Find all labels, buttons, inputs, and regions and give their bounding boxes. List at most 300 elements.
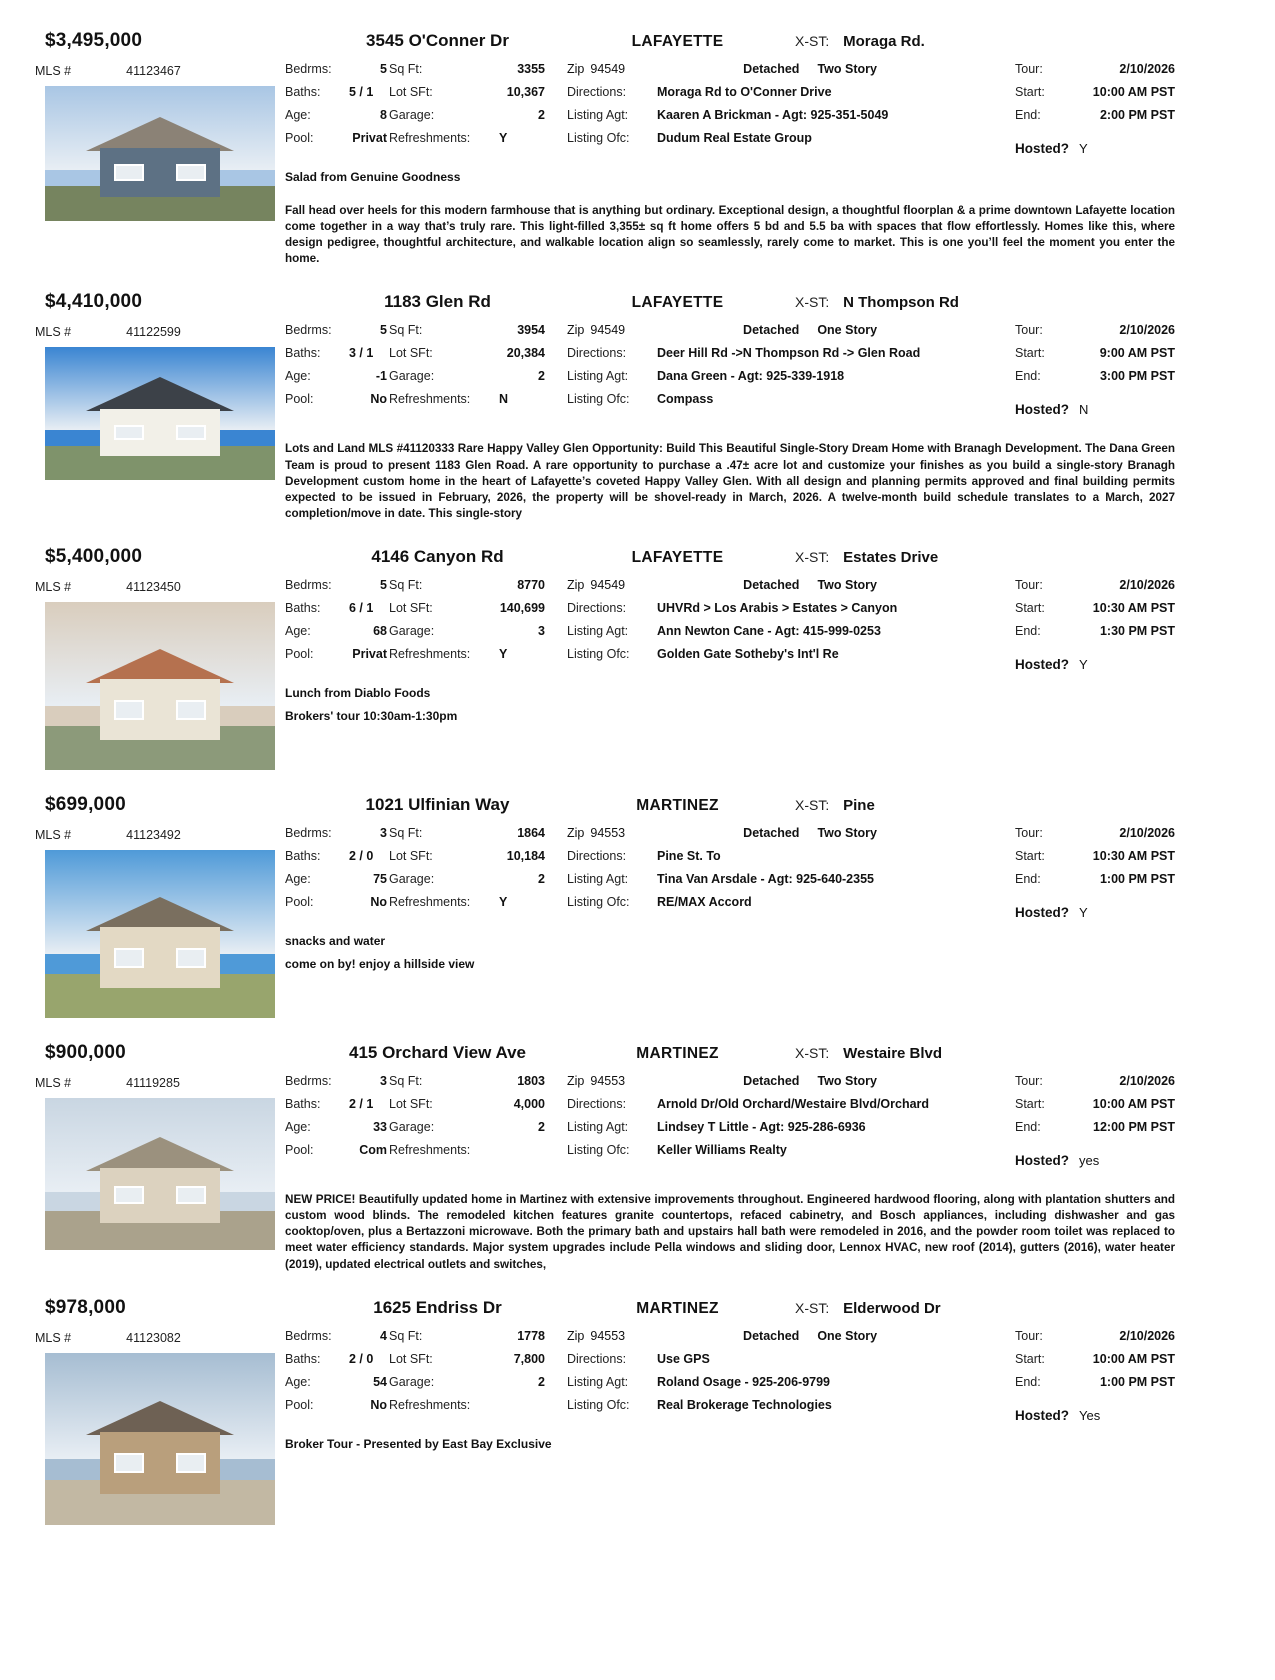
listing-header [35,794,1175,816]
end-label: End: [1015,108,1041,122]
end-value: 12:00 PM PST [1093,1120,1175,1135]
listing-card [35,794,1175,1018]
hosted-label: Hosted? [1015,1407,1069,1423]
listing-office-label: Listing Ofc: [567,647,630,662]
sqft-label: Sq Ft: [389,578,423,593]
listing-body [35,323,1175,522]
property-type [625,578,995,592]
zip-type-row [567,1074,995,1088]
listing-office-label: Listing Ofc: [567,1143,630,1158]
refreshments-value: N [499,392,509,407]
refreshments-label: Refreshments: [389,1397,471,1412]
garage-label: Garage: [389,1374,435,1389]
property-type-detached: Detached [743,323,800,338]
zip-type-row [567,826,995,840]
property-type-detached: Detached [743,1074,800,1089]
listing-card [35,1042,1175,1273]
start-value: 9:00 AM PST [1099,346,1175,361]
start-value: 10:00 AM PST [1092,85,1175,99]
mls-row [35,580,285,594]
property-type-detached: Detached [743,578,800,593]
photo-window [176,700,206,720]
end-value: 1:30 PM PST [1099,624,1175,639]
tour-date-value: 2/10/2026 [1119,578,1175,593]
info-column [567,323,995,417]
listing-address: 4146 Canyon Rd [371,547,504,567]
start-label: Start: [1015,346,1045,361]
listing-agent-label: Listing Agt: [567,624,629,639]
hosted-row [1015,905,1175,920]
listing-agent-label: Listing Agt: [567,1374,629,1389]
directions-label: Directions: [567,1097,627,1112]
sqft-value: 1864 [517,826,545,841]
listing-header [35,1297,1175,1319]
info-column [567,62,995,156]
listing-right-column [285,1074,1175,1273]
listing-right-column [285,323,1175,522]
listing-office-label: Listing Ofc: [567,1397,630,1412]
age-value: 8 [380,108,387,122]
listing-agent-value: Kaaren A Brickman - Agt: 925-351-5049 [657,108,889,122]
cross-street-label: X-ST: [795,1299,830,1316]
stats-grid [285,826,547,920]
info-column [567,826,995,920]
age-value: 68 [373,624,387,639]
zip-type-row [567,578,995,592]
listing-left-column [35,62,285,267]
listing-price: $3,495,000 [45,30,143,51]
listing-office-row [567,392,995,406]
tour-date-value: 2/10/2026 [1119,323,1175,338]
listing-office-row [567,131,995,145]
cross-street-value: Elderwood Dr [843,1299,941,1317]
note-line-1: Salad from Genuine Goodness [285,170,461,184]
listing-price: $900,000 [45,1042,126,1064]
hosted-value: Y [1079,141,1088,156]
hosted-row [1015,141,1175,156]
refreshments-value [497,1398,547,1412]
property-type-stories: Two Story [817,578,877,593]
mls-row [35,828,285,842]
start-value: 10:30 AM PST [1092,601,1175,616]
zip-label: Zip [567,1328,585,1343]
tour-start-row [1015,849,1175,863]
directions-label: Directions: [567,849,627,864]
bedrooms-label: Bedrms: [285,578,332,593]
start-label: Start: [1015,85,1045,99]
zip-label: Zip [567,62,585,76]
listing-agent-label: Listing Agt: [567,369,629,384]
cross-street-value: Pine [843,797,875,815]
zip-value: 94553 [590,1328,626,1343]
mls-row [35,325,285,339]
mls-row [35,64,285,78]
bedrooms-value: 5 [380,323,387,338]
property-type-detached: Detached [743,826,800,841]
end-value: 1:00 PM PST [1099,872,1175,887]
cross-street [765,294,1175,311]
pool-label: Pool: [285,1143,314,1158]
lot-sqft-value: 4,000 [513,1097,545,1112]
cross-street-label: X-ST: [795,294,830,311]
cross-street-label: X-ST: [795,549,830,566]
sqft-label: Sq Ft: [389,826,423,841]
age-value: 75 [373,872,387,887]
tour-date-row [1015,578,1175,592]
listing-office-label: Listing Ofc: [567,895,630,910]
listing-city: LAFAYETTE [631,549,724,567]
listing-agent-row [567,1120,995,1134]
bedrooms-value: 3 [380,1074,387,1089]
tour-column [1015,578,1175,672]
listing-agent-label: Listing Agt: [567,872,629,887]
note-line-1: snacks and water [285,934,386,949]
listing-card [35,546,1175,770]
hosted-value: Yes [1079,1407,1101,1423]
baths-value: 2 / 0 [349,849,374,864]
baths-value: 2 / 0 [349,1351,374,1366]
property-photo [45,1353,275,1525]
mls-label: MLS # [35,325,72,340]
sqft-label: Sq Ft: [389,1328,423,1343]
sqft-value: 1803 [517,1074,545,1089]
lot-sqft-label: Lot SFt: [389,346,433,361]
stats-grid [285,578,547,672]
listing-office-row [567,895,995,909]
directions-value: Use GPS [657,1351,710,1366]
listing-left-column [35,1329,285,1525]
directions-label: Directions: [567,85,627,99]
cross-street-label: X-ST: [795,33,830,49]
property-type [625,323,995,337]
tour-date-row [1015,826,1175,840]
garage-label: Garage: [389,872,435,887]
note-line-2: come on by! enjoy a hillside view [285,956,475,971]
listing-address: 415 Orchard View Ave [348,1043,527,1063]
age-label: Age: [285,369,311,384]
garage-value: 2 [538,1120,545,1135]
bedrooms-value: 3 [380,826,387,841]
listing-city: LAFAYETTE [631,33,724,50]
listing-description: Lots and Land MLS #41120333 Rare Happy Valley Glen Opportunity: Build This Beautiful Single-Story Dream Home with Branagh Development. The Dana Green Team is proud to present 1183 Glen Road. A rare opportunity to purchase a .47± acre lot and customize your finishes as you build a single-story Branagh Development custom home in the heart of Lafayette’s coveted Happy Valley Glen. With all design and planning permits approved and final building permits expected to be issued in February, 2026, the property will be shovel-ready in March, 2026. A twelve-month build schedule translates to a March, 2027 completion/move in date. This single-story [285,442,1175,520]
hosted-value: yes [1079,1153,1100,1169]
sqft-label: Sq Ft: [389,323,423,338]
pool-label: Pool: [285,647,314,662]
pool-value: No [370,392,387,407]
cross-street [765,1045,1175,1062]
tour-label: Tour: [1015,578,1043,593]
bedrooms-value: 5 [380,578,387,593]
sqft-label: Sq Ft: [389,62,423,76]
lot-sqft-label: Lot SFt: [389,85,433,99]
end-label: End: [1015,369,1041,384]
listing-agent-row [567,624,995,638]
start-label: Start: [1015,601,1045,616]
listing-agent-label: Listing Agt: [567,108,629,122]
lot-sqft-value: 10,184 [506,849,545,864]
tour-start-row [1015,346,1175,360]
pool-label: Pool: [285,392,314,407]
directions-value: Deer Hill Rd ->N Thompson Rd -> Glen Road [657,346,921,361]
end-value: 2:00 PM PST [1099,108,1175,122]
bedrooms-label: Bedrms: [285,1328,332,1343]
mls-number: 41123082 [126,1330,181,1345]
directions-value: Arnold Dr/Old Orchard/Westaire Blvd/Orchard [657,1097,930,1112]
property-type-stories: Two Story [817,1074,877,1089]
directions-row [567,346,995,360]
mls-label: MLS # [35,580,72,595]
mls-number: 41122599 [126,325,181,340]
start-value: 10:00 AM PST [1092,1097,1175,1112]
photo-window [176,1186,206,1204]
end-label: End: [1015,1374,1041,1389]
start-label: Start: [1015,849,1045,864]
refreshments-label: Refreshments: [389,647,471,662]
photo-window [114,948,144,968]
photo-window [176,1453,206,1474]
sqft-label: Sq Ft: [389,1074,423,1089]
age-label: Age: [285,108,311,122]
directions-row [567,1097,995,1111]
listing-price: $4,410,000 [45,291,143,313]
pool-value: Privat [352,131,387,145]
baths-label: Baths: [285,849,321,864]
bedrooms-value: 4 [380,1328,387,1343]
start-value: 10:30 AM PST [1092,849,1175,864]
end-label: End: [1015,872,1041,887]
listing-left-column [35,1074,285,1273]
cross-street [765,549,1175,566]
end-label: End: [1015,1120,1041,1135]
mls-label: MLS # [35,1330,72,1345]
listing-body [35,1329,1175,1525]
listing-right-column [285,826,1175,1018]
listing-office-row [567,1143,995,1157]
photo-window [114,1186,144,1204]
hosted-label: Hosted? [1015,1153,1069,1169]
hosted-row [1015,402,1175,417]
listing-right-column [285,1329,1175,1525]
listing-body [35,578,1175,770]
listing-agent-value: Ann Newton Cane - Agt: 415-999-0253 [657,624,881,639]
listing-card [35,30,1175,267]
tour-end-row [1015,369,1175,383]
listing-card [35,1297,1175,1525]
tour-label: Tour: [1015,1328,1043,1343]
zip-type-row [567,62,995,76]
lot-sqft-label: Lot SFt: [389,601,433,616]
photo-window [114,1453,144,1474]
tour-start-row [1015,1097,1175,1111]
zip-label: Zip [567,323,585,338]
property-photo [45,850,275,1018]
listing-agent-label: Listing Agt: [567,1120,629,1135]
hosted-row [1015,1408,1175,1423]
listing-agent-value: Tina Van Arsdale - Agt: 925-640-2355 [657,872,874,887]
cross-street [765,797,1175,814]
bedrooms-label: Bedrms: [285,323,332,338]
refreshments-label: Refreshments: [389,131,471,145]
baths-label: Baths: [285,601,321,616]
tour-start-row [1015,85,1175,99]
refreshments-label: Refreshments: [389,895,471,910]
listing-agent-value: Dana Green - Agt: 925-339-1918 [657,369,845,384]
tour-date-value: 2/10/2026 [1119,826,1175,841]
hosted-label: Hosted? [1015,657,1069,673]
listing-header [35,291,1175,313]
property-photo [45,86,275,221]
info-column [567,578,995,672]
zip-type-row [567,323,995,337]
cross-street-value: Moraga Rd. [843,33,925,50]
age-value: 54 [373,1374,387,1389]
lot-sqft-value: 140,699 [499,601,545,616]
listing-office-value: Compass [657,392,714,407]
property-photo [45,1098,275,1250]
sqft-value: 1778 [517,1328,545,1343]
tour-start-row [1015,601,1175,615]
stats-grid [285,62,547,156]
tour-label: Tour: [1015,1074,1043,1089]
listing-address: 3545 O'Conner Dr [366,31,509,50]
listing-agent-row [567,108,995,122]
end-label: End: [1015,624,1041,639]
baths-value: 3 / 1 [349,346,374,361]
pool-value: Com [359,1143,387,1158]
info-column [567,1074,995,1168]
stats-grid [285,323,547,417]
end-value: 3:00 PM PST [1099,369,1175,384]
pool-label: Pool: [285,1397,314,1412]
listing-notes [285,682,995,728]
tour-date-row [1015,1329,1175,1343]
photo-window [114,164,144,180]
listing-city: MARTINEZ [636,797,719,815]
baths-label: Baths: [285,1351,321,1366]
listing-agent-row [567,872,995,886]
zip-value: 94549 [590,578,626,593]
listing-agent-row [567,369,995,383]
listing-address: 1625 Endriss Dr [373,1297,502,1317]
baths-value: 5 / 1 [349,85,374,99]
cross-street-value: N Thompson Rd [843,294,959,312]
photo-roof [86,897,234,931]
zip-value: 94549 [590,323,626,338]
cross-street [765,33,1175,50]
lot-sqft-label: Lot SFt: [389,1351,433,1366]
listing-notes [285,166,995,189]
note-line-1: Broker Tour - Presented by East Bay Exclusive [285,1436,552,1451]
directions-label: Directions: [567,346,627,361]
hosted-label: Hosted? [1015,905,1069,921]
garage-label: Garage: [389,369,435,384]
photo-roof [86,649,234,683]
cross-street [765,1300,1175,1317]
hosted-value: N [1079,402,1089,418]
refreshments-value [497,1143,547,1157]
info-column [567,1329,995,1423]
sqft-value: 3954 [517,323,545,338]
age-value: -1 [375,369,387,384]
start-value: 10:00 AM PST [1092,1351,1175,1366]
property-type [625,1329,995,1343]
listing-city: MARTINEZ [636,1045,719,1063]
hosted-label: Hosted? [1015,402,1069,418]
tour-date-value: 2/10/2026 [1119,1074,1175,1089]
baths-value: 2 / 1 [349,1097,374,1112]
property-type-stories: Two Story [817,826,877,841]
tour-column [1015,62,1175,156]
property-type-detached: Detached [743,1328,800,1343]
property-type-detached: Detached [743,62,800,76]
listing-office-row [567,1398,995,1412]
bedrooms-label: Bedrms: [285,62,332,76]
refreshments-value: Y [499,647,508,662]
zip-value: 94553 [590,1074,626,1089]
directions-row [567,849,995,863]
listing-agent-value: Lindsey T Little - Agt: 925-286-6936 [657,1120,866,1135]
listing-agent-row [567,1375,995,1389]
garage-value: 2 [538,369,545,384]
hosted-value: Y [1079,905,1088,921]
baths-label: Baths: [285,85,321,99]
garage-label: Garage: [389,1120,435,1135]
refreshments-value: Y [499,131,508,145]
listing-body [35,826,1175,1018]
tour-end-row [1015,872,1175,886]
mls-row [35,1076,285,1090]
property-type-stories: One Story [817,323,878,338]
bedrooms-label: Bedrms: [285,826,332,841]
cross-street-label: X-ST: [795,797,830,814]
age-label: Age: [285,872,311,887]
tour-label: Tour: [1015,323,1043,338]
photo-roof [86,1137,234,1171]
listing-city: MARTINEZ [636,1299,719,1317]
garage-value: 3 [538,624,545,639]
stats-grid [285,1074,547,1168]
mls-number: 41123450 [126,580,181,595]
tour-date-row [1015,1074,1175,1088]
mls-number: 41123492 [126,828,181,843]
zip-label: Zip [567,826,585,841]
directions-value: Moraga Rd to O'Conner Drive [657,85,832,99]
age-label: Age: [285,1120,311,1135]
garage-label: Garage: [389,108,435,122]
listing-city: LAFAYETTE [631,294,724,312]
tour-column [1015,826,1175,920]
zip-label: Zip [567,578,585,593]
note-line-1: Lunch from Diablo Foods [285,686,431,701]
baths-label: Baths: [285,1097,321,1112]
listing-office-value: Dudum Real Estate Group [657,131,812,145]
directions-value: UHVRd > Los Arabis > Estates > Canyon [657,601,898,616]
pool-label: Pool: [285,895,314,910]
tour-date-row [1015,62,1175,76]
sqft-value: 8770 [517,578,545,593]
baths-label: Baths: [285,346,321,361]
photo-roof [86,377,234,411]
photo-roof [86,117,234,151]
pool-label: Pool: [285,131,314,145]
tour-column [1015,1074,1175,1168]
tour-date-value: 2/10/2026 [1119,62,1175,76]
property-photo [45,347,275,480]
listing-body [35,62,1175,267]
listing-office-value: RE/MAX Accord [657,895,752,910]
tour-date-row [1015,323,1175,337]
property-type [625,826,995,840]
